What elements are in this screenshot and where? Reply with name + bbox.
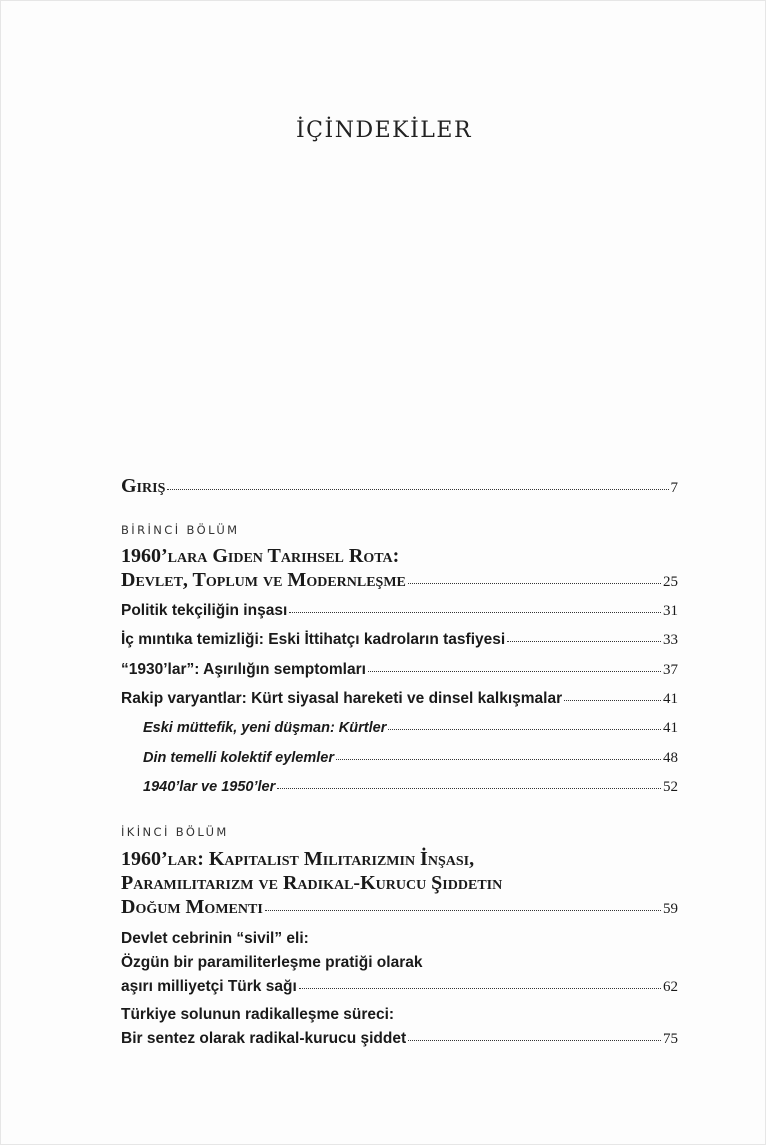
dot-leader	[408, 1040, 661, 1041]
chapter-heading-line: Doğum Momenti	[121, 896, 263, 918]
toc-entry-label: “1930’lar”: Aşırılığın semptomları	[121, 661, 366, 678]
chapter-heading-line: Devlet, Toplum ve Modernleşme	[121, 569, 406, 591]
dot-leader	[265, 910, 661, 911]
toc-page-number: 37	[663, 662, 678, 678]
toc-entry-subsection[interactable]	[143, 750, 678, 767]
toc-page-number: 41	[663, 691, 678, 707]
toc-page-number: 33	[663, 632, 678, 648]
toc-page-number: 25	[663, 574, 678, 590]
toc-entry-chapter-1[interactable]	[121, 544, 678, 594]
toc-entry-section[interactable]	[121, 631, 678, 649]
toc-page-number: 52	[663, 779, 678, 795]
dot-leader	[277, 788, 661, 789]
toc-entry-subsection[interactable]	[143, 720, 678, 737]
toc-page-number: 48	[663, 750, 678, 766]
toc-entry-section[interactable]	[121, 690, 678, 708]
toc-entry-section[interactable]	[121, 1003, 678, 1051]
toc-entry-giris[interactable]	[121, 475, 678, 498]
dot-leader	[507, 641, 661, 642]
toc-entry-label: İç mıntıka temizliği: Eski İttihatçı kadroların tasfiyesi	[121, 631, 506, 648]
toc-entry-label-line: aşırı milliyetçi Türk sağı	[121, 978, 297, 995]
dot-leader	[408, 583, 661, 584]
dot-leader	[336, 759, 661, 760]
toc-entry-section[interactable]	[121, 927, 678, 999]
toc-entry-label-line: Bir sentez olarak radikal-kurucu şiddet	[121, 1030, 407, 1047]
toc-page-number: 59	[663, 901, 678, 917]
toc-entry-label-line: Türkiye solunun radikalleşme süreci:	[121, 1006, 395, 1023]
toc-entry-label: Din temelli kolektif eylemler	[143, 750, 334, 766]
toc-entry-section[interactable]	[121, 602, 678, 620]
toc-entry-label: Politik tekçiliğin inşası	[121, 602, 288, 619]
toc-page-number: 41	[663, 720, 678, 736]
toc-entry-section[interactable]	[121, 661, 678, 679]
toc-entry-chapter-2[interactable]	[121, 847, 678, 921]
toc-entry-subsection[interactable]	[143, 779, 678, 796]
part-label-2: İKİNCİ BÖLÜM	[121, 825, 229, 839]
page-title: İÇİNDEKİLER	[295, 118, 473, 143]
toc-entry-label-line: Devlet cebrinin “sivil” eli:	[121, 930, 309, 947]
dot-leader	[564, 700, 661, 701]
dot-leader	[299, 988, 661, 989]
toc-entry-label: 1940’lar ve 1950’ler	[143, 779, 276, 795]
dot-leader	[167, 489, 668, 490]
dot-leader	[368, 671, 661, 672]
dot-leader	[289, 612, 661, 613]
part-label-1: BİRİNCİ BÖLÜM	[121, 523, 240, 537]
toc-entry-label: Eski müttefik, yeni düşman: Kürtler	[143, 720, 387, 736]
toc-page-number: 75	[663, 1031, 678, 1047]
toc-entry-label: Giriş	[121, 475, 166, 497]
toc-page-number: 31	[663, 603, 678, 619]
chapter-heading-line: 1960’lara Giden Tarihsel Rota:	[121, 545, 400, 567]
toc-entry-label: Rakip varyantlar: Kürt siyasal hareketi ve dinsel kalkışmalar	[121, 690, 563, 707]
dot-leader	[388, 729, 661, 730]
toc-entry-label-line: Özgün bir paramiliterleşme pratiği olarak	[121, 954, 423, 971]
toc-page-number: 62	[663, 979, 678, 995]
chapter-heading-line: Paramilitarizm ve Radikal-Kurucu Şiddetin	[121, 872, 503, 894]
chapter-heading-line: 1960’lar: Kapitalist Militarizmin İnşası,	[121, 848, 475, 870]
toc-page-number: 7	[670, 480, 678, 496]
